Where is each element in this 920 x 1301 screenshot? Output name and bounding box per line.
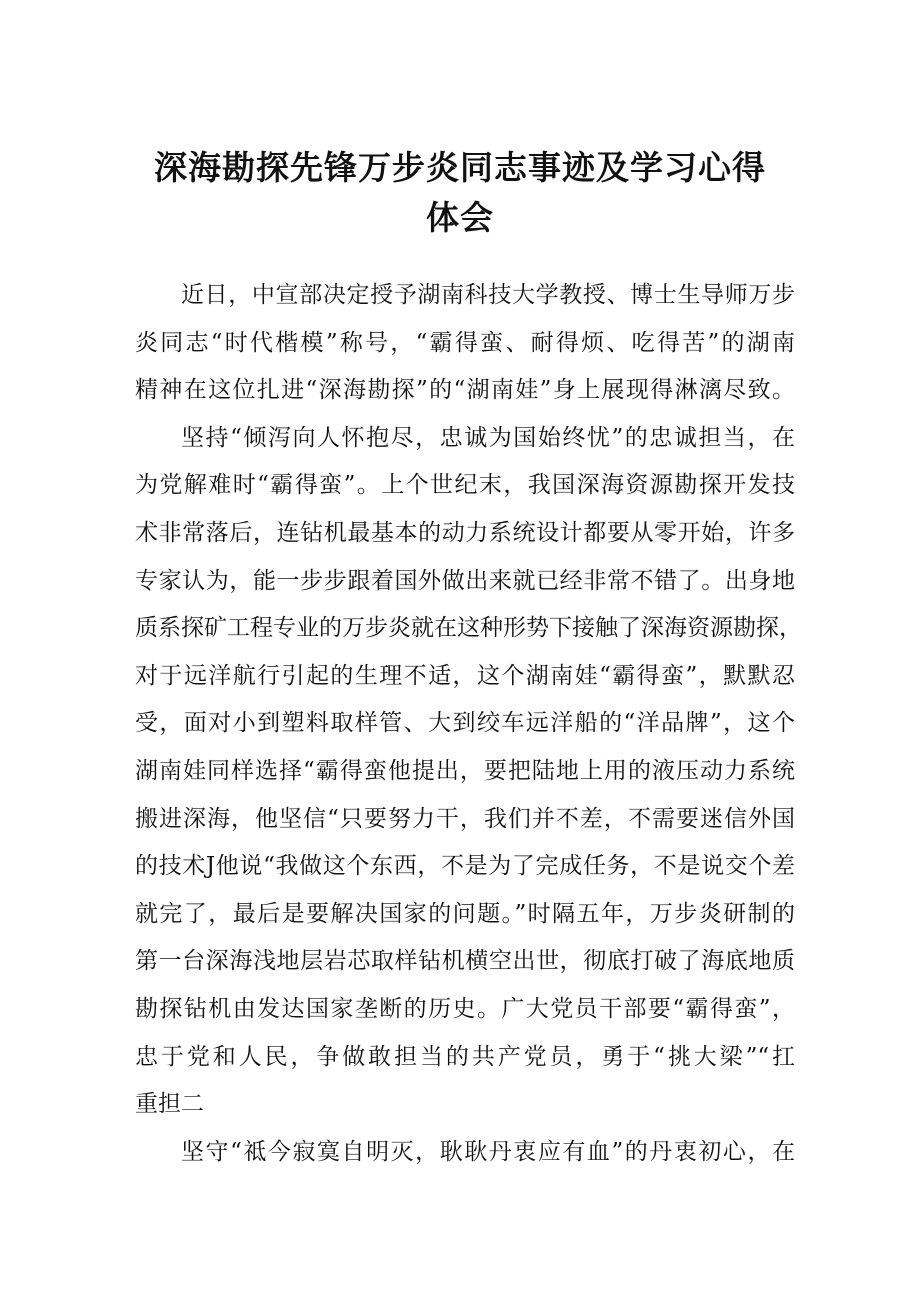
paragraph-line: 为党解难时“霸得蛮”。上个世纪末，我国深海资源勘探开发技	[135, 472, 795, 499]
paragraph-line: 勘探钻机由发达国家垄断的历史。广大党员干部要“霸得蛮”，	[135, 995, 795, 1022]
paragraph-line: 术非常落后，连钻机最基本的动力系统设计都要从零开始，许多	[135, 519, 795, 546]
paragraph-line: 精神在这位扎进“深海勘探”的“湖南娃”身上展现得淋漓尽致。	[135, 377, 795, 404]
paragraph-line: 炎同志“时代楷模”称号，“霸得蛮、耐得烦、吃得苦”的湖南	[135, 329, 795, 356]
paragraph-line: 坚持“倾泻向人怀抱尽，忠诚为国始终忧”的忠诚担当，在	[181, 424, 795, 451]
paragraph-3	[135, 1129, 795, 1177]
paragraph-2	[135, 415, 802, 1129]
paragraph-line: 重担二	[135, 1091, 204, 1118]
document-body	[135, 272, 802, 1176]
document-title-line-1: 深海勘探先锋万步炎同志事迹及学习心得	[154, 148, 766, 187]
paragraph-1	[135, 272, 795, 415]
paragraph-line: 的技术J他说“我做这个东西，不是为了完成任务，不是说交个差	[135, 853, 795, 880]
paragraph-line: 湖南娃同样选择“霸得蛮他提出，要把陆地上用的液压动力系统	[135, 757, 795, 784]
paragraph-line: 搬进深海，他坚信“只要努力干，我们并不差，不需要迷信外国	[135, 805, 795, 832]
paragraph-line: 忠于党和人民，争做敢担当的共产党员，勇于“挑大梁”“扛	[135, 1043, 795, 1070]
paragraph-line: 对于远洋航行引起的生理不适，这个湖南娃“霸得蛮”，默默忍	[135, 662, 795, 689]
paragraph-line: 第一台深海浅地层岩芯取样钻机横空出世，彻底打破了海底地质	[135, 948, 795, 975]
paragraph-line: 受，面对小到塑料取样管、大到绞车远洋船的“洋品牌”，这个	[135, 710, 795, 737]
paragraph-line: 坚守“祗今寂寞自明灭，耿耿丹衷应有血”的丹衷初心，在	[181, 1138, 795, 1165]
paragraph-line: 近日，中宣部决定授予湖南科技大学教授、博士生导师万步	[181, 282, 795, 308]
paragraph-line: 就完了，最后是要解决国家的问题。”时隔五年，万步炎研制的	[135, 900, 795, 927]
paragraph-line: 质系探矿工程专业的万步炎就在这种形势下接触了深海资源勘探，	[135, 615, 802, 642]
document-title-line-2: 体会	[426, 198, 494, 237]
paragraph-line: 专家认为，能一步步跟着国外做出来就已经非常不错了。出身地	[135, 567, 795, 594]
